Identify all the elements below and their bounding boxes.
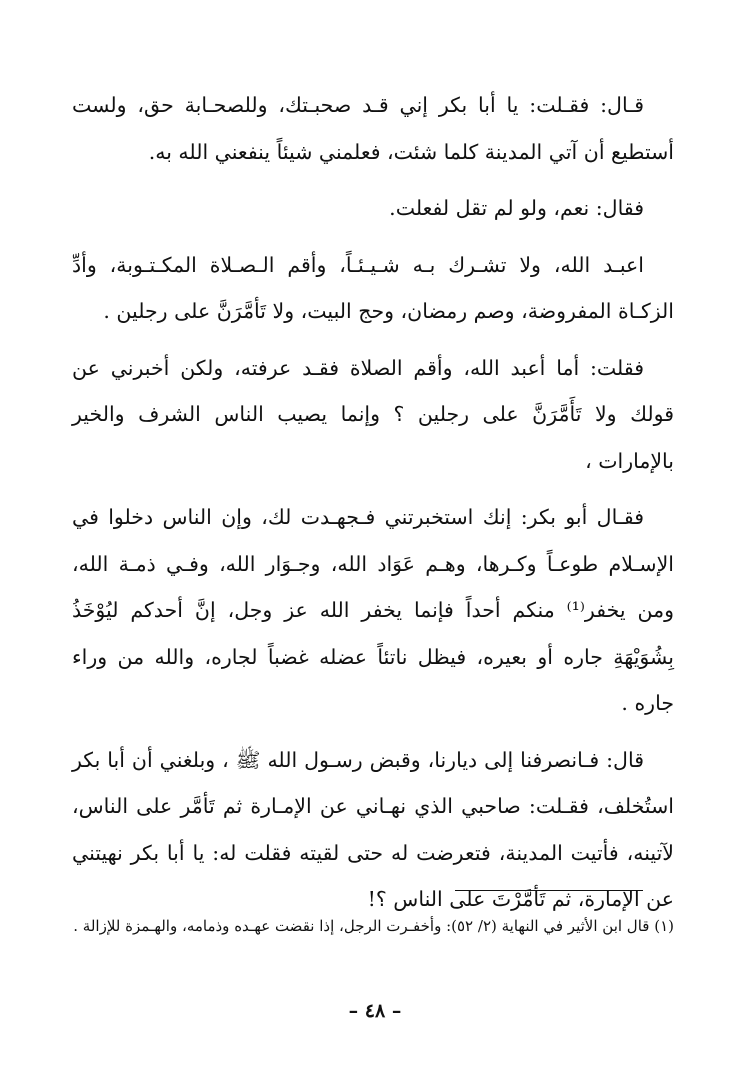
footnote: (١) قال ابن الأثير في النهاية (٢/ ٥٢): وأخفـرت الرجل، إذا نقضت عهـده وذمامه، والهـمزة للإزالة . <box>73 917 674 935</box>
paragraph-1: قـال: فقـلت: يا أبا بكر إني قـد صحبـتك، وللصحـابة حق، ولست أستطيع أن آتي المدينة كلما شئت، فعلمني شيئاً ينفعني الله به. <box>72 93 674 164</box>
paragraph-3: اعبـد الله، ولا تشـرك بـه شـيـئـاً، وأقم الـصـلاة المكـتـوبة، وأدِّ الزكـاة المفروضة، وصم رمضان، وحج البيت، ولا تَأمَّرَنَّ على رجلين . <box>72 252 674 323</box>
footnote-divider <box>455 890 643 891</box>
paragraph-5: فقـال أبو بكر: إنك استخبرتني فـجهـدت لك، وإن الناس دخلوا في الإسـلام طوعـاً وكـرها، وهـم عَوَاد الله، وجـوَار الله، وفـي ذمـة الله، ومن يخفر⁽¹⁾ منكم أحداً فإنما يخفر الله عز وجل، إنَّ أحدكم ليُوْخَذُ بِشُوَيْهَةِ جاره أو بعيره، فيظل ناتئاً عضله غضباً لجاره، والله من وراء جاره . <box>72 505 674 715</box>
paragraph-6: قال: فـانصرفنا إلى ديارنا، وقبض رسـول الله ﷺ ، وبلغني أن أبا بكر استُخلف، فقـلت: صاحبي الذي نهـاني عن الإمـارة ثم تَأمَّر على الناس، لآتينه، فأتيت المدينة، فتعرضت له حتى لقيته فقلت له: يا أبا بكر نهيتني عن الإمارة، ثم تَأمَّرْتَ على الناس ؟! <box>72 747 674 911</box>
paragraph-2: فقال: نعم، ولو لم تقل لفعلت. <box>389 196 644 220</box>
paragraph-4: فقلت: أما أعبد الله، وأقم الصلاة فقـد عرفته، ولكن أخبرني عن قولك ولا تَأَمَّرَنَّ على رجلين ؟ وإنما يصيب الناس الشرف والخير بالإمارات ، <box>72 355 674 473</box>
body-text <box>72 82 674 933</box>
page-number: – ٤٨ – <box>348 1000 402 1022</box>
